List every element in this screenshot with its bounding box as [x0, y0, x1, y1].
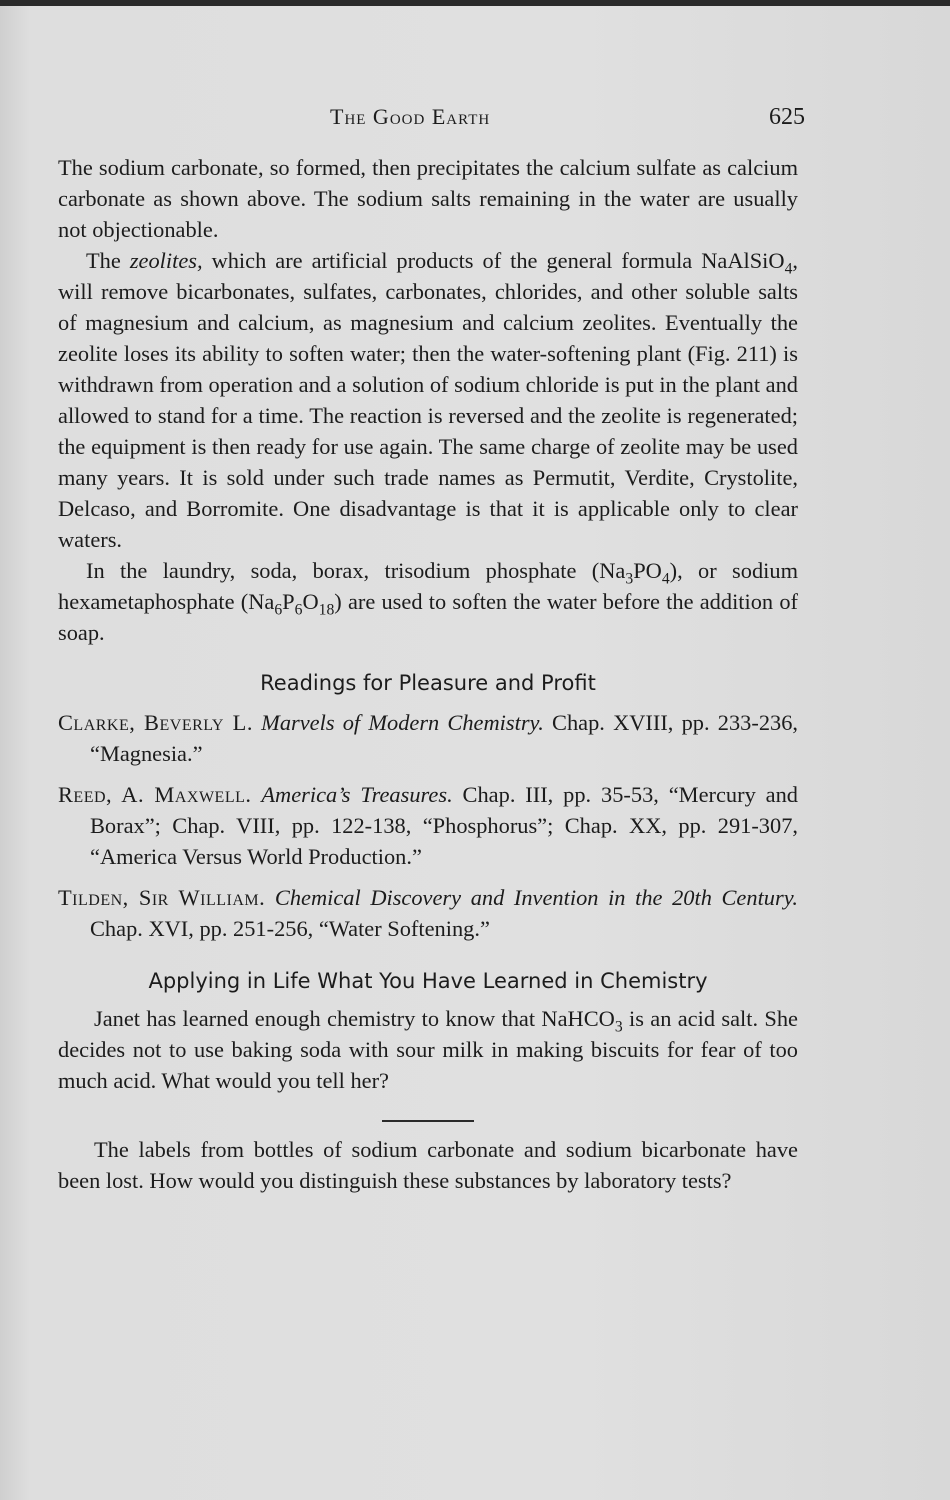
running-title: The Good Earth: [330, 104, 491, 129]
paragraph-sodium-carbonate: The sodium carbonate, so formed, then precipitates the calcium sulfate as calcium carbonate as shown above. The sodium salts remaining in the water are usually not objectionable.: [58, 155, 798, 242]
paragraph-laundry: In the laundry, soda, borax, trisodium phosphate $(Na_3PO_4)$, or sodium hexametaphosphate $(Na_6P_6O_{18})$ are used to soften the water before the addition of soap.: [58, 558, 798, 645]
page-header: [60, 100, 805, 136]
question-labels: The labels from bottles of sodium carbonate and sodium bicarbonate have been lost. How would you distinguish these substances by laboratory tests?: [58, 1137, 798, 1193]
reference-reed: Reed, A. Maxwell. America’s Treasures. Chap. III, pp. 35-53, “Mercury and Borax”; Chap. VIII, pp. 122-138, “Phosphorus”; Chap. XX, pp. 291-307, “America Versus World Production.”: [58, 782, 798, 869]
zeolites-term: zeolites,: [129, 248, 203, 273]
paragraph-zeolites: The zeolites, which are artificial products of the general formula NaAlSiO$_4$, will remove bicarbonates, sulfates, carbonates, chlorides, and other soluble salts of magnesium and calcium, as magnesium and calcium zeolites. Eventually the zeolite loses its ability to soften water; then the water-softening plant (Fig. 211) is withdrawn from operation and a solution of sodium chloride is put in the plant and allowed to stand for a time. The reaction is reversed and the zeolite is regenerated; the equipment is then ready for use again. The same charge of zeolite may be used many years. It is sold under such trade names as Permutit, Verdite, Crystolite, Delcaso, and Borromite. One disadvantage is that it is applicable only to clear waters.: [58, 248, 798, 552]
readings-heading: Readings for Pleasure and Profit: [260, 671, 596, 695]
divider-rule: [382, 1120, 474, 1122]
scan-edge: [0, 0, 950, 6]
reference-tilden: Tilden, Sir William. Chemical Discovery and Invention in the 20th Century. Chap. XVI, pp. 251-256, “Water Softening.”: [58, 885, 798, 941]
applying-heading: Applying in Life What You Have Learned in Chemistry: [148, 969, 708, 993]
page-number: 625: [769, 104, 805, 130]
page-body: [58, 152, 798, 1196]
reference-clarke: Clarke, Beverly L. Marvels of Modern Chemistry. Chap. XVIII, pp. 233-236, “Magnesia.”: [58, 710, 798, 766]
question-janet: Janet has learned enough chemistry to know that NaHCO$_3$ is an acid salt. She decides not to use baking soda with sour milk in making biscuits for fear of too much acid. What would you tell her?: [58, 1006, 798, 1093]
